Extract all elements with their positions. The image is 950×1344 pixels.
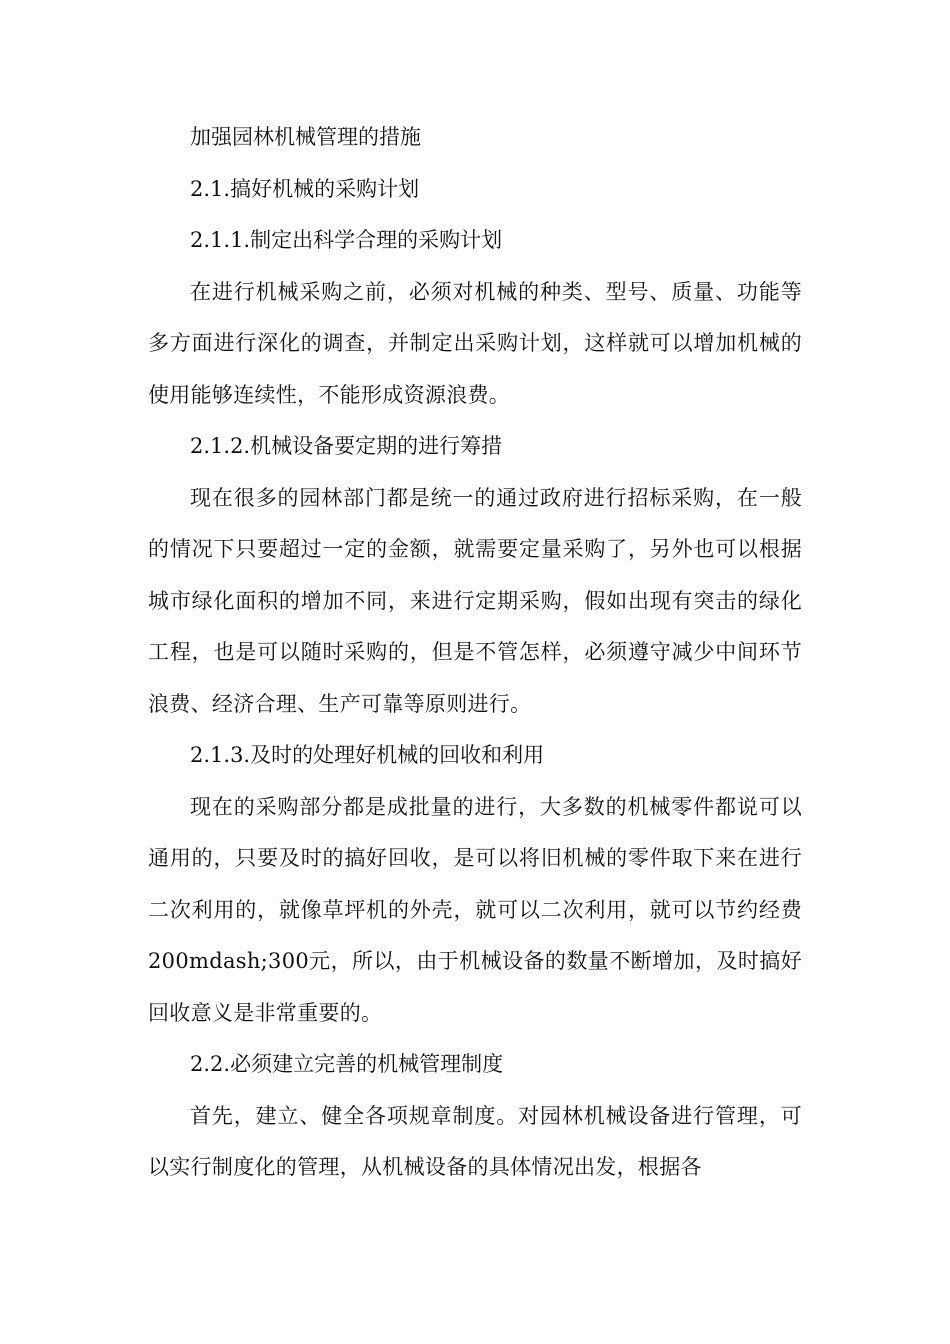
paragraph-2-1-2: 现在很多的园林部门都是统一的通过政府进行招标采购，在一般的情况下只要超过一定的金额，就需要定量采购了，另外也可以根据城市绿化面积的增加不同，来进行定期采购，假如出现有突击的绿化工程，也是可以随时采购的，但是不管怎样，必须遵守减少中间环节浪费、经济合理、生产可靠等原则进行。 [148, 485, 802, 716]
section-heading-2-1-3: 2.1.3.及时的处理好机械的回收和利用 [190, 743, 545, 767]
section-heading-2-1-2: 2.1.2.机械设备要定期的进行筹措 [190, 434, 503, 458]
document-title: 加强园林机械管理的措施 [190, 125, 421, 149]
section-heading-2-1-1: 2.1.1.制定出科学合理的采购计划 [190, 228, 503, 252]
document-body [148, 112, 802, 1194]
paragraph-2-1-1: 在进行机械采购之前，必须对机械的种类、型号、质量、功能等多方面进行深化的调查，并制定出采购计划，这样就可以增加机械的使用能够连续性，不能形成资源浪费。 [148, 279, 802, 407]
section-heading-2-1: 2.1.搞好机械的采购计划 [190, 176, 420, 201]
paragraph-2-1-3: 现在的采购部分都是成批量的进行，大多数的机械零件都说可以通用的，只要及时的搞好回收，是可以将旧机械的零件取下来在进行二次利用的，就像草坪机的外壳，就可以二次利用，就可以节约经费200mdash;300元，所以，由于机械设备的数量不断增加，及时搞好回收意义是非常重要的。 [148, 794, 802, 1025]
section-heading-2-2: 2.2.必须建立完善的机械管理制度 [190, 1052, 504, 1076]
paragraph-2-2: 首先，建立、健全各项规章制度。对园林机械设备进行管理，可以实行制度化的管理，从机械设备的具体情况出发，根据各 [148, 1103, 802, 1179]
